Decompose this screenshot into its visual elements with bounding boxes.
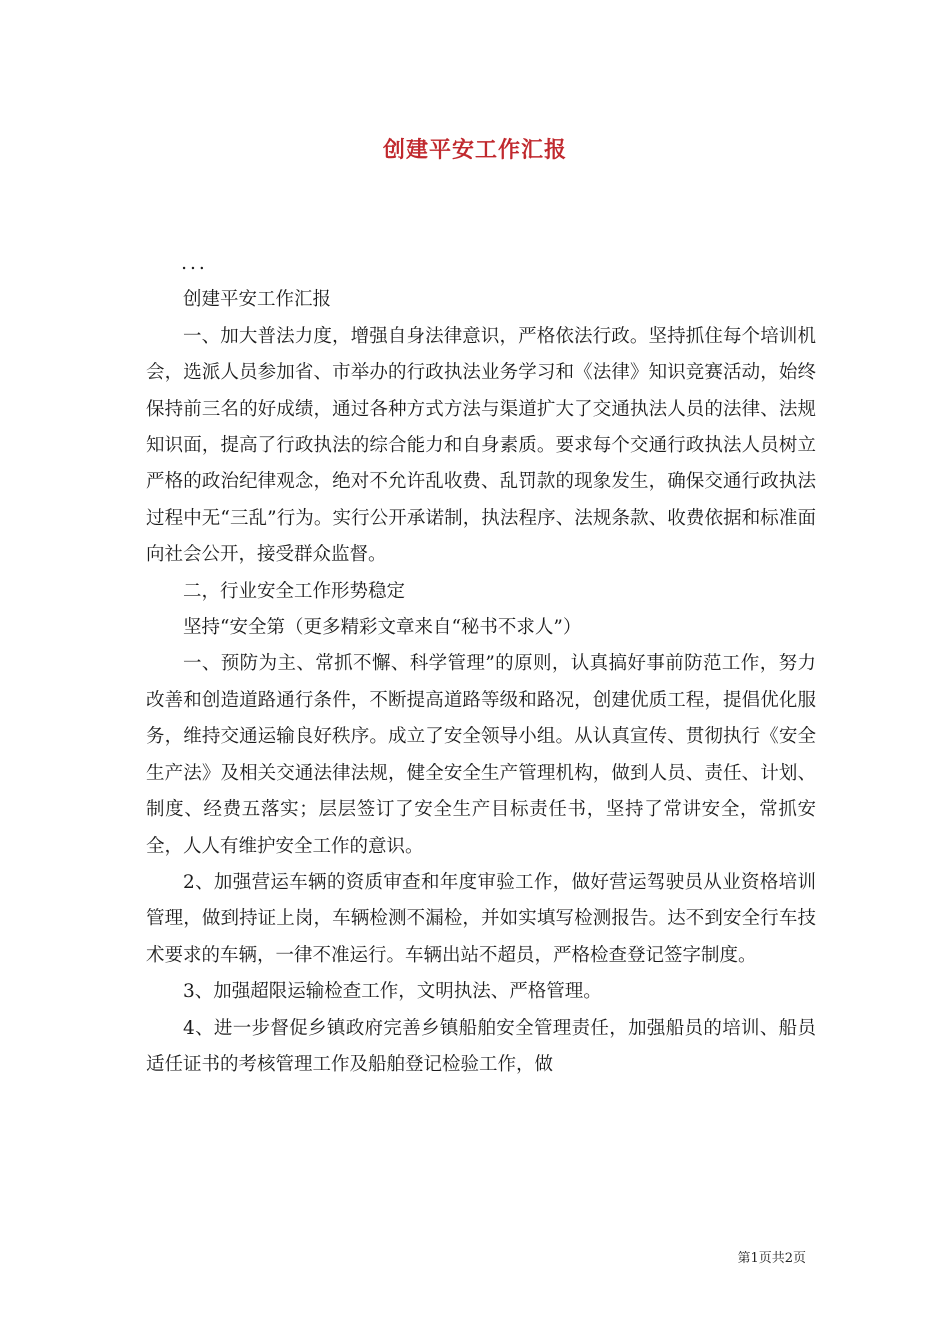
paragraph-item-3: 3、加强超限运输检查工作，文明执法、严格管理。 bbox=[183, 981, 602, 1003]
document-title: 创建平安工作汇报 bbox=[382, 137, 567, 163]
paragraph-item-4: 4、进一步督促乡镇政府完善乡镇船舶安全管理责任，加强船员的培训、船员适任证书的考核管理工作及船舶登记检验工作，做 bbox=[146, 1017, 816, 1075]
paragraph-item-2: 2、加强营运车辆的资质审查和年度审验工作，做好营运驾驶员从业资格培训管理，做到持证上岗，车辆检测不漏检，并如实填写检测报告。达不到安全行车技术要求的车辆，一律不准运行。车辆出站不超员，严格检查登记签字制度。 bbox=[146, 871, 816, 966]
document-body bbox=[146, 246, 816, 1083]
paragraph-ellipsis: ... bbox=[181, 253, 208, 274]
paragraph-prevention: 一、预防为主、常抓不懈、科学管理”的原则，认真搞好事前防范工作，努力改善和创造道路通行条件，不断提高道路等级和路况，创建优质工程，提倡优化服务，维持交通运输良好秩序。成立了安全领导小组。从认真宣传、贯彻执行《安全生产法》及相关交通法律法规，健全安全生产管理机构，做到人员、责任、计划、制度、经费五落实；层层签订了安全生产目标责任书，坚持了常讲安全，常抓安全，人人有维护安全工作的意识。 bbox=[146, 653, 816, 857]
paragraph-heading: 创建平安工作汇报 bbox=[183, 289, 332, 311]
paragraph-section-2: 二，行业安全工作形势稳定 bbox=[183, 580, 406, 602]
page-number: 第1页共2页 bbox=[737, 1251, 806, 1266]
paragraph-principle: 坚持“安全第（更多精彩文章来自“秘书不求人”） bbox=[183, 617, 582, 639]
paragraph-1: 一、加大普法力度，增强自身法律意识，严格依法行政。坚持抓住每个培训机会，选派人员参加省、市举办的行政执法业务学习和《法律》知识竞赛活动，始终保持前三名的好成绩，通过各种方式方法与渠道扩大了交通执法人员的法律、法规知识面，提高了行政执法的综合能力和自身素质。要求每个交通行政执法人员树立严格的政治纪律观念，绝对不允许乱收费、乱罚款的现象发生，确保交通行政执法过程中无“三乱”行为。实行公开承诺制，执法程序、法规条款、收费依据和标准面向社会公开，接受群众监督。 bbox=[146, 325, 816, 566]
